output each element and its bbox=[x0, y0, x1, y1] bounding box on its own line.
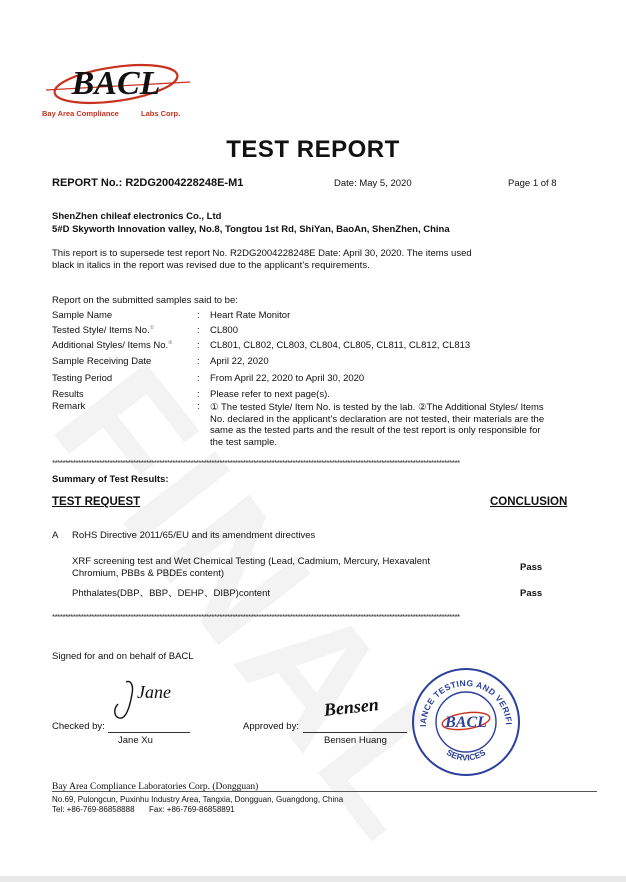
receiving-date-label: Sample Receiving Date bbox=[52, 356, 152, 367]
remark-text bbox=[210, 402, 580, 448]
remark-line-2: No. declared in the applicant’s declaration are not tested, their materials are the bbox=[210, 413, 545, 425]
footer-address: No.69, Pulongcun, Puxinhu Industry Area, Tangxia, Dongguan, Guangdong, China bbox=[52, 795, 344, 804]
document-title: TEST REPORT bbox=[226, 136, 400, 163]
results-value: Please refer to next page(s). bbox=[210, 389, 330, 400]
approved-by-label: Approved by: bbox=[243, 721, 299, 732]
seal-bottom-text: SERVICES bbox=[444, 747, 488, 763]
jane-signature-text: Jane bbox=[137, 682, 171, 702]
test-item bbox=[72, 556, 430, 579]
additional-styles-value: CL801, CL802, CL803, CL804, CL805, CL811, CL812, CL813 bbox=[210, 340, 471, 351]
colon: : bbox=[197, 401, 200, 412]
test-item-1-line-2: Chromium, PBBs & PBDEs content) bbox=[72, 567, 225, 579]
footer-tel: Tel: +86-769-86858888 bbox=[52, 805, 135, 814]
seal-top-text: IANCE TESTING AND VERIFI bbox=[417, 677, 515, 727]
additional-styles-label: Additional Styles/ Items No. bbox=[52, 340, 169, 352]
colon: : bbox=[197, 340, 200, 351]
compliance-seal bbox=[410, 666, 522, 783]
logo-company-left: Bay Area Compliance bbox=[42, 109, 119, 118]
samples-intro: Report on the submitted samples said to be: bbox=[52, 295, 238, 306]
section-letter: A bbox=[52, 530, 59, 541]
summary-heading: Summary of Test Results: bbox=[52, 474, 169, 485]
checked-by-name: Jane Xu bbox=[118, 735, 153, 746]
footnote-mark-1: ① bbox=[149, 325, 155, 331]
logo-company-right: Labs Corp. bbox=[141, 109, 181, 118]
conclusion-heading: CONCLUSION bbox=[490, 496, 568, 508]
footer-company: Bay Area Compliance Laboratories Corp. (Dongguan) bbox=[52, 782, 259, 792]
signed-for: Signed for and on behalf of BACL bbox=[52, 651, 194, 662]
bensen-signature-text: Bensen bbox=[322, 694, 380, 720]
test-result-2: Pass bbox=[520, 588, 543, 599]
svg-text:SERVICES bbox=[445, 747, 488, 763]
colon: : bbox=[197, 356, 200, 367]
test-item-2: Phthalates(DBP、BBP、DEHP、DIBP)content bbox=[72, 588, 270, 599]
applicant-address: 5#D Skyworth Innovation valley, No.8, Tongtou 1st Rd, ShiYan, BaoAn, ShenZhen, China bbox=[52, 224, 450, 235]
approved-by-name: Bensen Huang bbox=[324, 735, 387, 746]
colon: : bbox=[197, 373, 200, 384]
section-title: RoHS Directive 2011/65/EU and its amendment directives bbox=[72, 530, 316, 541]
testing-period-value: From April 22, 2020 to April 30, 2020 bbox=[210, 373, 365, 384]
separator-stars: ************************************************************************************************************************************************************ bbox=[52, 613, 460, 622]
page-number: Page 1 of 8 bbox=[508, 178, 557, 189]
remark-line-3: same as the tested parts and the result of the test report is only responsible for bbox=[210, 425, 541, 436]
tested-style-label: Tested Style/ Items No. bbox=[52, 325, 150, 337]
remark-line-1: ① The tested Style/ Item No. is tested by the lab. ②The Additional Styles/ Items bbox=[210, 402, 544, 413]
report-date: Date: May 5, 2020 bbox=[334, 178, 412, 189]
colon: : bbox=[197, 310, 200, 321]
colon: : bbox=[197, 389, 200, 400]
jane-signature bbox=[110, 672, 190, 733]
testing-period-label: Testing Period bbox=[52, 373, 113, 384]
test-result-1: Pass bbox=[520, 562, 543, 573]
applicant-name: ShenZhen chileaf electronics Co., Ltd bbox=[52, 211, 222, 222]
results-label: Results bbox=[52, 389, 84, 400]
sample-name-label: Sample Name bbox=[52, 310, 113, 321]
checked-by-label: Checked by: bbox=[52, 721, 105, 732]
remark-line-4: the test sample. bbox=[210, 436, 278, 448]
sample-name-value: Heart Rate Monitor bbox=[210, 310, 291, 321]
remark-label: Remark bbox=[52, 401, 86, 412]
report-number: REPORT No.: R2DG2004228248E-M1 bbox=[52, 177, 244, 189]
seal-center-text: BACL bbox=[445, 714, 487, 731]
tested-style-value: CL800 bbox=[210, 325, 238, 336]
footer-fax: Fax: +86-769-86858891 bbox=[149, 805, 235, 814]
receiving-date-value: April 22, 2020 bbox=[210, 356, 269, 367]
separator-stars: ************************************************************************************************************************************************************ bbox=[52, 459, 460, 468]
bacl-logo bbox=[40, 52, 200, 122]
page-bottom-edge bbox=[0, 876, 626, 882]
test-request-heading: TEST REQUEST bbox=[52, 496, 141, 508]
supersede-note-line-1: This report is to supersede test report No. R2DG2004228248E Date: April 30, 2020. The items used bbox=[52, 248, 472, 259]
logo-wordmark: BACL bbox=[71, 65, 161, 102]
bensen-signature bbox=[322, 680, 392, 729]
test-item-1-line-1: XRF screening test and Wet Chemical Testing (Lead, Cadmium, Mercury, Hexavalent bbox=[72, 556, 430, 567]
colon: : bbox=[197, 325, 200, 336]
supersede-note-line-2: black in italics in the report was revised due to the applicant’s requirements. bbox=[52, 260, 370, 271]
footnote-mark-2: ② bbox=[168, 340, 173, 346]
